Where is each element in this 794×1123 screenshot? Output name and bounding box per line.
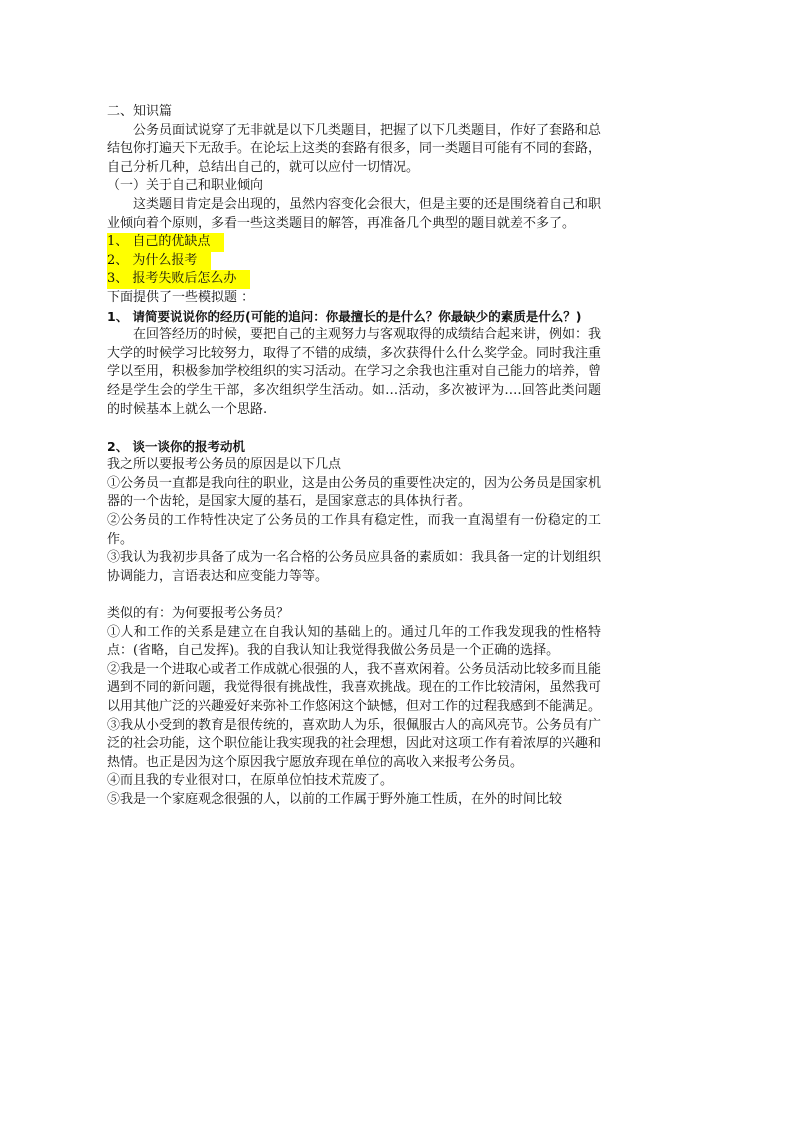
highlight-item-text: 1、 自己的优缺点 bbox=[107, 233, 224, 252]
spacer bbox=[107, 586, 601, 605]
document-page bbox=[107, 103, 601, 810]
question-1-answer: 在回答经历的时候，要把自己的主观努力与客观取得的成绩结合起来讲，例如：我大学的时候学习比较努力，取得了不错的成绩，多次获得什么什么奖学金。同时我注重学以至用，积极参加学校组织的实习活动。在学习之余我也注重对自己能力的培养，曾经是学生会的学生干部，多次组织学生活动。如…活动，多次被评为….回答此类问题的时候基本上就么一个思路. bbox=[107, 327, 602, 417]
highlight-item-text: 3、 报考失败后怎么办 bbox=[107, 270, 250, 289]
mock-intro: 下面提供了一些模拟题 ： bbox=[107, 289, 255, 305]
list-item: ②公务员的工作特性决定了公务员的工作具有稳定性，而我一直渴望有一份稳定的工作。 bbox=[107, 513, 601, 547]
list-item: ③我从小受到的教育是很传统的，喜欢助人为乐，很佩服古人的高风亮节。公务员有广泛的社会功能，这个职位能让我实现我的社会理想，因此对这项工作有着浓厚的兴趣和热情。也正是因为这个原因我宁愿放弃现在单位的高收入来报考公务员。 bbox=[107, 717, 602, 770]
similar-title: 类似的有：为何要报考公务员？ bbox=[107, 606, 290, 622]
list-item: ③我认为我初步具备了成为一名合格的公务员应具备的素质如：我具备一定的计划组织协调能力，言语表达和应变能力等等。 bbox=[107, 550, 602, 584]
spacer bbox=[107, 419, 601, 438]
list-item: ①公务员一直都是我向往的职业，这是由公务员的重要性决定的，因为公务员是国家机器的一个齿轮，是国家大厦的基石，是国家意志的具体执行者。 bbox=[107, 475, 602, 510]
highlight-item bbox=[107, 270, 601, 289]
question-2-lead: 我之所以要报考公务员的原因是以下几点 bbox=[107, 457, 342, 473]
part1-intro-paragraph: 这类题目肯定是会出现的，虽然内容变化会很大，但是主要的还是围绕着自己和职业倾向着个原则，多看一些这类题目的解答，再准备几个典型的题目就差不多了。 bbox=[107, 196, 602, 231]
list-item: ②我是一个进取心或者工作成就心很强的人，我不喜欢闲着。公务员活动比较多而且能遇到不同的新问题，我觉得很有挑战性，我喜欢挑战。现在的工作比较清闲，虽然我可以用其他广泛的兴趣爱好来弥补工作悠闲这个缺憾，但对工作的过程我感到不能满足。 bbox=[107, 661, 602, 714]
part1-title: （一）关于自己和职业倾向 bbox=[107, 178, 264, 194]
section-title: 二、知识篇 bbox=[107, 104, 173, 119]
list-item: ⑤我是一个家庭观念很强的人，以前的工作属于野外施工性质，在外的时间比较 bbox=[107, 791, 563, 807]
highlight-item bbox=[107, 233, 601, 252]
intro-paragraph: 公务员面试说穿了无非就是以下几类题目，把握了以下几类题目，作好了套路和总结包你打遍天下无敌手。在论坛上这类的套路有很多，同一类题目可能有不同的套路，自己分析几种，总结出自己的，就可以应付一切情况。 bbox=[107, 122, 602, 175]
highlight-item-text: 2、 为什么报考 bbox=[107, 252, 211, 271]
list-item: ①人和工作的关系是建立在自我认知的基础上的。通过几年的工作我发现我的性格特点：(省略，自己发挥)。我的自我认知让我觉得我做公务员是一个正确的选择。 bbox=[107, 624, 601, 659]
question-2-title: 2、 谈一谈你的报考动机 bbox=[107, 438, 246, 454]
question-1-title: 1、 请简要说说你的经历(可能的追问：你最擅长的是什么？你最缺少的素质是什么？) bbox=[107, 308, 582, 324]
list-item: ④而且我的专业很对口，在原单位怕技术荒废了。 bbox=[107, 773, 394, 789]
highlight-item bbox=[107, 252, 601, 271]
